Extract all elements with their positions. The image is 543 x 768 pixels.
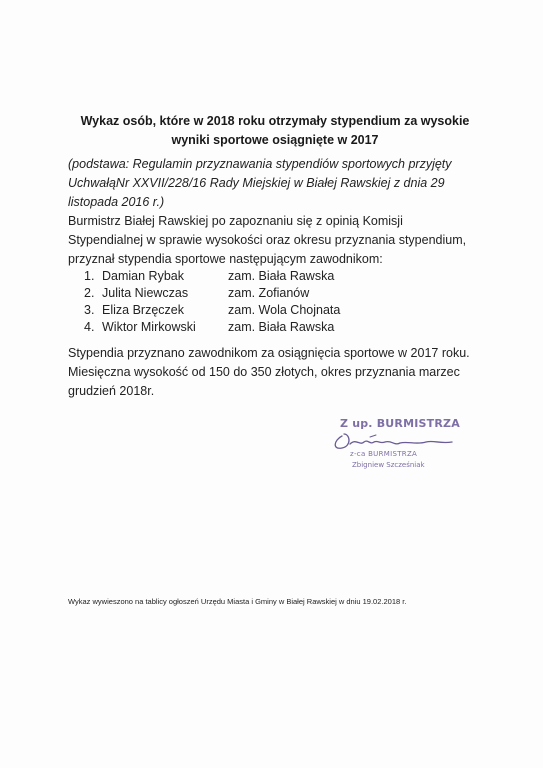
stamp-line-title: z-ca BURMISTRZA — [350, 450, 418, 458]
recipient-address: zam. Biała Rawska — [228, 269, 335, 283]
document-title: Wykaz osób, które w 2018 roku otrzymały stypendium za wysokie wyniki sportowe osiągnięte w 2017 — [80, 114, 470, 147]
list-number: 1. — [84, 269, 95, 283]
recipient-name: Julita Niewczas — [102, 286, 189, 300]
recipient-name: Wiktor Mirkowski — [102, 320, 196, 334]
legal-basis: (podstawa: Regulamin przyznawania stypendiów sportowych przyjęty UchwałąNr XXVII/228/16 Rady Miejskiej w Białej Rawskiej z dnia 29 listopada 2016 r.) — [68, 157, 452, 209]
list-number: 3. — [84, 303, 95, 317]
list-item — [84, 319, 414, 336]
stamp-line-name: Zbigniew Szcześniak — [352, 461, 425, 469]
official-stamp — [300, 410, 460, 490]
recipient-list — [84, 268, 414, 336]
recipient-address: zam. Biała Rawska — [228, 320, 335, 334]
stamp-line-authority: Z up. BURMISTRZA — [340, 417, 460, 430]
list-item — [84, 285, 414, 302]
recipient-address: zam. Wola Chojnata — [228, 303, 341, 317]
recipient-address: zam. Zofianów — [228, 286, 310, 300]
posting-note: Wykaz wywieszono na tablicy ogłoszeń Urzędu Miasta i Gminy w Białej Rawskiej w dniu 19.02.2018 r. — [68, 597, 407, 606]
recipient-name: Damian Rybak — [102, 269, 184, 283]
recipient-name: Eliza Brzęczek — [102, 303, 184, 317]
list-item — [84, 268, 414, 285]
intro-paragraph: Burmistrz Białej Rawskiej po zapoznaniu się z opinią Komisji Stypendialnej w sprawie wysokości oraz okresu przyznania stypendium, przyznał stypendia sportowe następującym zawodnikom: — [68, 214, 467, 266]
list-number: 4. — [84, 320, 95, 334]
summary-paragraph: Stypendia przyznano zawodnikom za osiągnięcia sportowe w 2017 roku. Miesięczna wysokość od 150 do 350 złotych, okres przyznania marzec grudzień 2018r. — [68, 346, 470, 398]
list-number: 2. — [84, 286, 95, 300]
list-item — [84, 302, 414, 319]
